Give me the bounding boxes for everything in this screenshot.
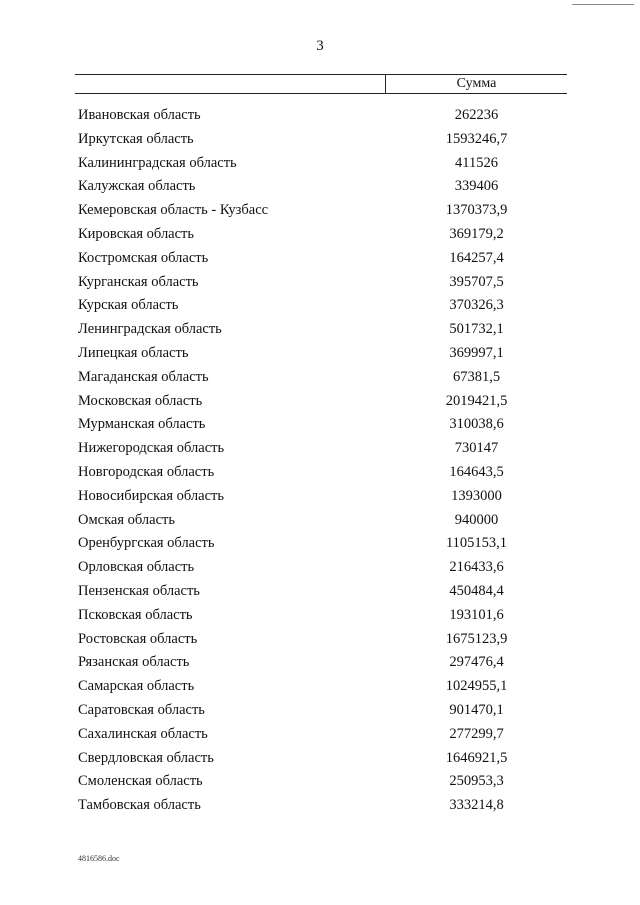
table-row bbox=[0, 464, 640, 488]
region-name: Иркутская область bbox=[78, 130, 194, 147]
table-header-bottom-rule bbox=[75, 93, 567, 94]
region-name: Смоленская область bbox=[78, 773, 203, 790]
region-amount: 297476,4 bbox=[449, 654, 504, 671]
scan-edge-mark bbox=[572, 4, 634, 5]
region-name: Кемеровская область - Кузбасс bbox=[78, 202, 269, 219]
region-amount: 164257,4 bbox=[449, 249, 504, 266]
table-row bbox=[0, 274, 640, 298]
region-name: Московская область bbox=[78, 392, 203, 409]
region-name: Нижегородская область bbox=[78, 440, 225, 457]
region-amount-table bbox=[0, 107, 640, 821]
region-name: Ростовская область bbox=[78, 630, 198, 647]
region-name: Ивановская область bbox=[78, 107, 201, 123]
table-row bbox=[0, 155, 640, 179]
region-amount: 1646921,5 bbox=[445, 749, 508, 766]
region-name: Свердловская область bbox=[78, 749, 214, 766]
table-row bbox=[0, 631, 640, 655]
region-name: Калужская область bbox=[78, 178, 196, 195]
region-name: Пензенская область bbox=[78, 582, 200, 599]
table-row bbox=[0, 393, 640, 417]
region-amount: 193101,6 bbox=[449, 606, 504, 623]
region-name: Оренбургская область bbox=[78, 535, 215, 552]
region-name: Омская область bbox=[78, 511, 175, 528]
table-row bbox=[0, 750, 640, 774]
region-amount: 901470,1 bbox=[449, 701, 504, 718]
table-row bbox=[0, 226, 640, 250]
region-name: Орловская область bbox=[78, 559, 195, 576]
region-amount: 339406 bbox=[454, 178, 499, 195]
table-row bbox=[0, 559, 640, 583]
region-name: Рязанская область bbox=[78, 654, 190, 671]
region-amount: 940000 bbox=[454, 511, 499, 528]
table-header-top-rule bbox=[75, 74, 567, 75]
region-name: Курганская область bbox=[78, 273, 199, 290]
region-amount: 1675123,9 bbox=[445, 630, 508, 647]
table-row bbox=[0, 416, 640, 440]
table-row bbox=[0, 512, 640, 536]
table-row bbox=[0, 131, 640, 155]
table-row bbox=[0, 726, 640, 750]
region-amount: 395707,5 bbox=[449, 273, 504, 290]
region-amount: 310038,6 bbox=[449, 416, 504, 433]
table-row bbox=[0, 583, 640, 607]
table-row bbox=[0, 202, 640, 226]
region-amount: 262236 bbox=[454, 107, 499, 123]
table-row bbox=[0, 678, 640, 702]
table-row bbox=[0, 702, 640, 726]
table-row bbox=[0, 178, 640, 202]
region-name: Псковская область bbox=[78, 606, 193, 623]
table-row bbox=[0, 773, 640, 797]
table-row bbox=[0, 488, 640, 512]
region-amount: 1393000 bbox=[451, 487, 502, 504]
region-name: Калининградская область bbox=[78, 154, 237, 171]
table-row bbox=[0, 297, 640, 321]
table-row bbox=[0, 321, 640, 345]
region-amount: 370326,3 bbox=[449, 297, 504, 314]
region-amount: 1105153,1 bbox=[445, 535, 508, 552]
table-row bbox=[0, 250, 640, 274]
region-name: Новгородская область bbox=[78, 463, 215, 480]
region-amount: 164643,5 bbox=[449, 463, 504, 480]
region-amount: 730147 bbox=[454, 440, 499, 457]
region-amount: 1024955,1 bbox=[445, 678, 508, 695]
table-row bbox=[0, 345, 640, 369]
region-name: Липецкая область bbox=[78, 344, 189, 361]
region-name: Сахалинская область bbox=[78, 725, 208, 742]
table-row bbox=[0, 107, 640, 131]
region-amount: 277299,7 bbox=[449, 725, 504, 742]
region-name: Костромская область bbox=[78, 249, 209, 266]
region-amount: 216433,6 bbox=[449, 559, 504, 576]
region-amount: 411526 bbox=[455, 154, 498, 171]
region-amount: 250953,3 bbox=[449, 773, 504, 790]
region-name: Новосибирская область bbox=[78, 487, 224, 504]
table-row bbox=[0, 440, 640, 464]
region-amount: 1593246,7 bbox=[445, 130, 508, 147]
region-amount: 450484,4 bbox=[449, 582, 504, 599]
region-name: Курская область bbox=[78, 297, 179, 314]
table-row bbox=[0, 535, 640, 559]
page-number: 3 bbox=[316, 38, 324, 54]
table-row bbox=[0, 607, 640, 631]
region-name: Ленинградская область bbox=[78, 321, 222, 338]
table-row bbox=[0, 654, 640, 678]
document-file-code: 4816586.doc bbox=[78, 854, 120, 863]
region-amount: 1370373,9 bbox=[445, 202, 508, 219]
region-name: Мурманская область bbox=[78, 416, 206, 433]
region-name: Самарская область bbox=[78, 678, 195, 695]
region-name: Саратовская область bbox=[78, 701, 205, 718]
table-row bbox=[0, 797, 640, 821]
amount-column-header: Сумма bbox=[456, 76, 497, 91]
region-name: Магаданская область bbox=[78, 368, 209, 385]
table-row bbox=[0, 369, 640, 393]
region-amount: 67381,5 bbox=[452, 368, 501, 385]
region-amount: 333214,8 bbox=[449, 797, 504, 814]
region-amount: 369179,2 bbox=[449, 225, 504, 242]
region-name: Тамбовская область bbox=[78, 797, 201, 814]
region-amount: 2019421,5 bbox=[445, 392, 508, 409]
region-amount: 501732,1 bbox=[449, 321, 504, 338]
region-amount: 369997,1 bbox=[449, 344, 504, 361]
region-name: Кировская область bbox=[78, 225, 195, 242]
